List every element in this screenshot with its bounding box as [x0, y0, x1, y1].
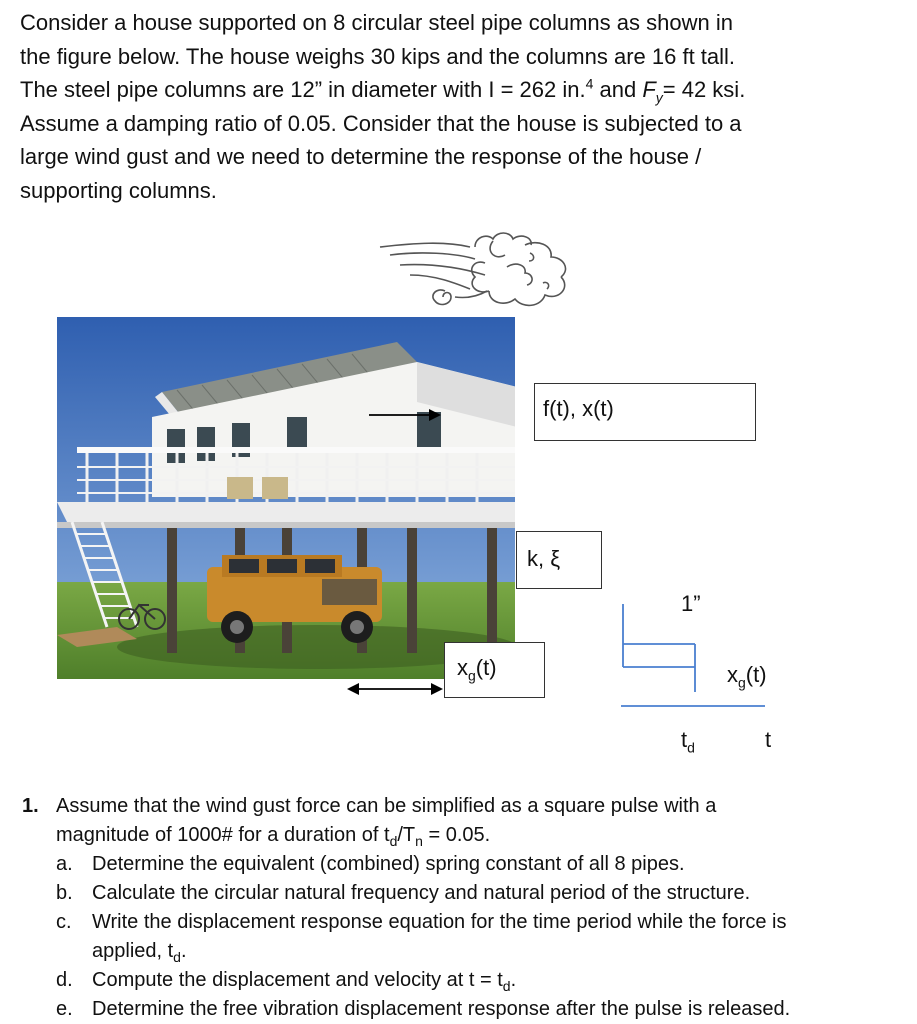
subquestion-d: d. Compute the displacement and velocity at $t = t_d$.: [56, 969, 517, 994]
double-arrow-icon: [345, 679, 445, 699]
problem-line-6: supporting columns.: [20, 177, 217, 203]
pulse-amplitude-label: 1”: [681, 591, 701, 616]
td-label: $t_d$: [681, 727, 695, 756]
subquestion-a: a. Determine the equivalent (combined) spring constant of all 8 pipes.: [56, 853, 685, 875]
problem-line-4: Assume a damping ratio of 0.05. Consider that the house is subjected to a: [20, 110, 742, 136]
problem-statement: [20, 6, 900, 207]
problem-line-3: The steel pipe columns are 12” in diameter with I = 262 in.$^4$ and $F_y= 42$ ksi.: [20, 75, 746, 106]
figure: [0, 225, 917, 770]
question-list: [20, 792, 900, 1024]
pulse-ground-motion-label: $x_g(t)$: [727, 662, 767, 691]
house-photo: [57, 317, 515, 684]
force-label-box: [534, 383, 756, 441]
spring-label-box: [516, 531, 602, 589]
ground-motion-label: $x_g(t)$: [457, 655, 497, 684]
problem-line-5: large wind gust and we need to determine the response of the house /: [20, 144, 702, 169]
spring-label: k, ξ: [527, 546, 561, 571]
force-label: f(t), x(t): [543, 396, 614, 421]
problem-line-2: the figure below. The house weighs 30 kips and the columns are 16 ft tall.: [20, 43, 736, 69]
ground-motion-label-box: [444, 642, 545, 698]
wind-gust-icon: [375, 225, 585, 315]
house-illustration: [57, 317, 515, 684]
subquestion-e: e. Determine the free vibration displacement response after the pulse is released.: [56, 998, 791, 1020]
question-number: 1.: [22, 795, 39, 817]
time-axis-label: t: [765, 727, 772, 752]
question-1: 1. Assume that the wind gust force can be simplified as a square pulse with a magnitude of 1000# for a duration of $t_d/T_n = 0.05$.: [20, 792, 900, 850]
problem-line-1: Consider a house supported on 8 circular steel pipe columns as shown in: [20, 10, 733, 35]
subquestion-b: b. Calculate the circular natural frequency and natural period of the structure.: [56, 882, 751, 904]
subquestion-c: c. Write the displacement response equation for the time period while the force is applied, $t_d$.: [56, 911, 787, 965]
force-arrow-icon: [365, 405, 445, 425]
